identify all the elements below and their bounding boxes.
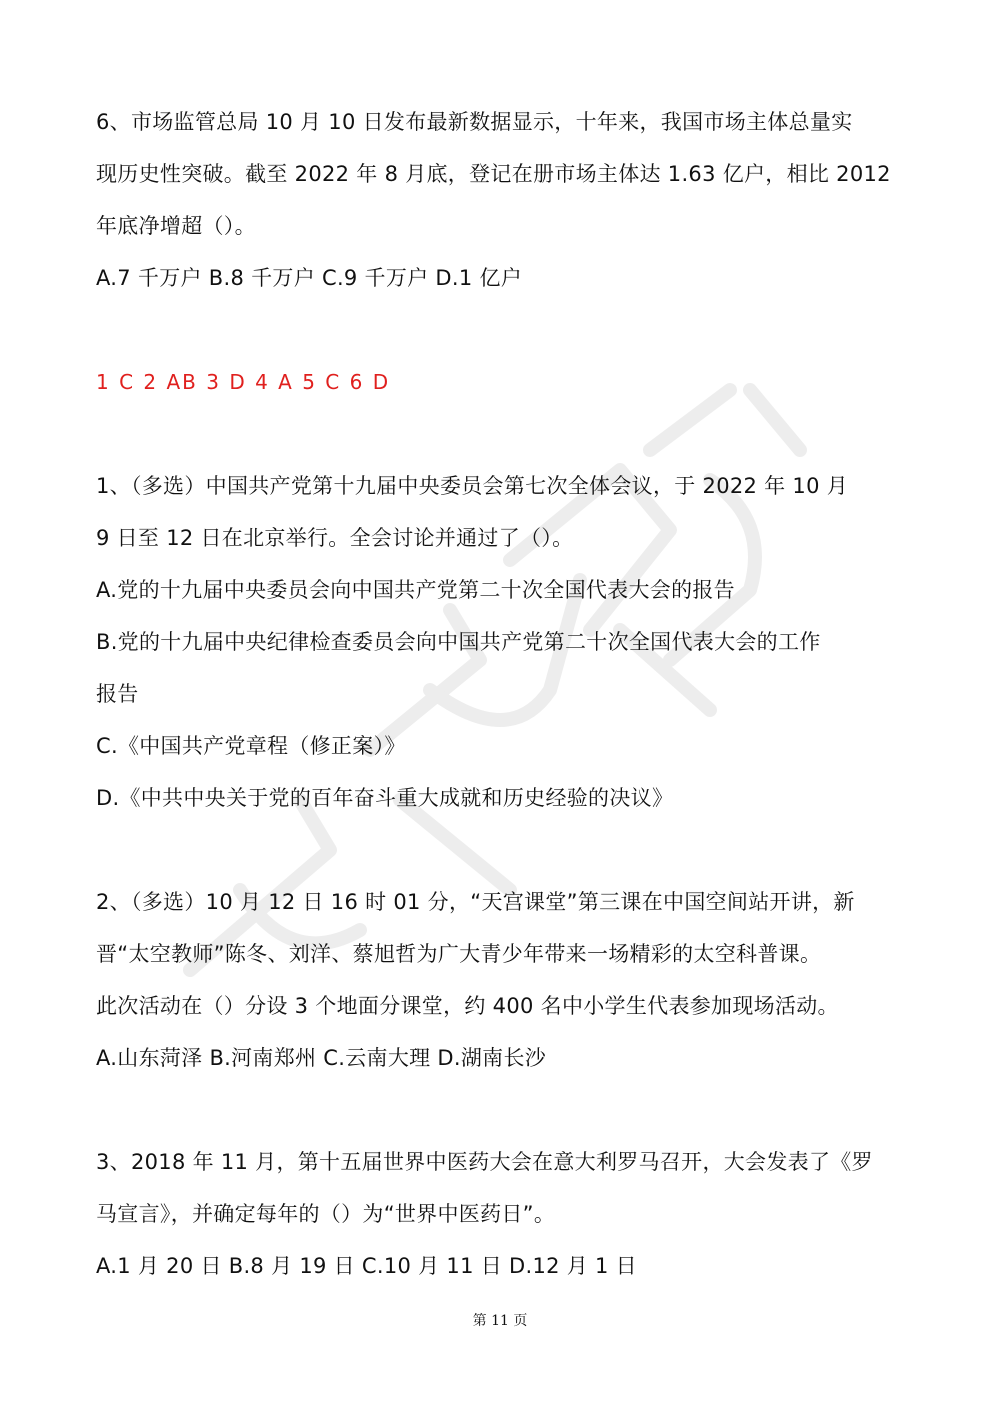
spacer <box>96 1084 908 1136</box>
spacer <box>96 824 908 876</box>
spacer <box>96 304 908 356</box>
question-1-line-2: 9 日至 12 日在北京举行。全会讨论并通过了（）。 <box>96 526 574 550</box>
question-6-line-1: 6、市场监管总局 10 月 10 日发布最新数据显示，十年来，我国市场主体总量实 <box>96 110 853 134</box>
question-1-option-d: D.《中共中央关于党的百年奋斗重大成就和历史经验的决议》 <box>96 786 674 810</box>
question-1-option-b: B.党的十九届中央纪律检查委员会向中国共产党第二十次全国代表大会的工作 <box>96 630 821 654</box>
page-number: 第 11 页 <box>472 1313 528 1329</box>
question-1-option-a: A.党的十九届中央委员会向中国共产党第二十次全国代表大会的报告 <box>96 578 735 602</box>
question-3-line-2: 马宣言》，并确定每年的（）为“世界中医药日”。 <box>96 1202 556 1226</box>
spacer <box>96 408 908 460</box>
question-3-line-1: 3、2018 年 11 月，第十五届世界中医药大会在意大利罗马召开，大会发表了《罗 <box>96 1150 873 1174</box>
question-6-options: A.7 千万户 B.8 千万户 C.9 千万户 D.1 亿户 <box>96 266 523 290</box>
question-2-options: A.山东菏泽 B.河南郑州 C.云南大理 D.湖南长沙 <box>96 1046 547 1070</box>
question-3-options: A.1 月 20 日 B.8 月 19 日 C.10 月 11 日 D.12 月 1 日 <box>96 1254 637 1278</box>
question-1-line-1: 1、（多选）中国共产党第十九届中央委员会第七次全体会议，于 2022 年 10 月 <box>96 474 849 498</box>
question-6-line-3: 年底净增超（）。 <box>96 214 256 238</box>
question-2-line-2: 晋“太空教师”陈冬、刘洋、蔡旭哲为广大青少年带来一场精彩的太空科普课。 <box>96 942 822 966</box>
answer-key: 1 C 2 AB 3 D 4 A 5 C 6 D <box>96 370 391 394</box>
question-2-line-1: 2、（多选）10 月 12 日 16 时 01 分，“天宫课堂”第三课在中国空间站开讲，新 <box>96 890 855 914</box>
question-2-line-3: 此次活动在（）分设 3 个地面分课堂，约 400 名中小学生代表参加现场活动。 <box>96 994 839 1018</box>
question-1-option-c: C.《中国共产党章程（修正案）》 <box>96 734 406 758</box>
document-body <box>96 96 908 1292</box>
question-6-line-2: 现历史性突破。截至 2022 年 8 月底，登记在册市场主体达 1.63 亿户，相比 2012 <box>96 162 891 186</box>
question-1-option-b-cont: 报告 <box>96 682 139 706</box>
